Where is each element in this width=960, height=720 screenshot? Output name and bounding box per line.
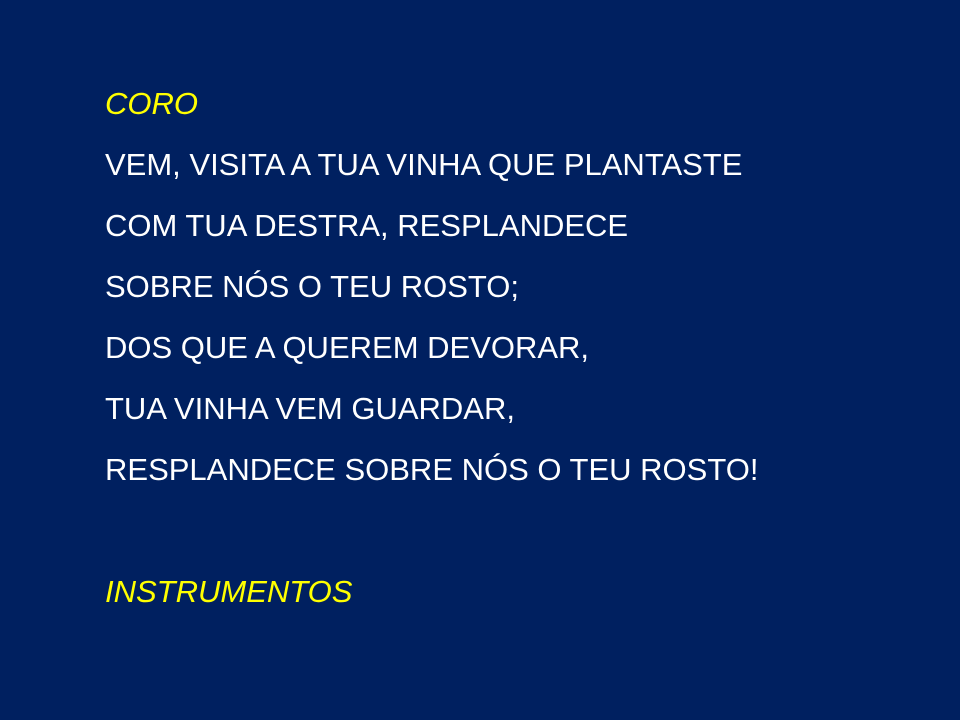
lyric-line-3: SOBRE NÓS O TEU ROSTO; [105, 269, 519, 304]
blank-line [105, 515, 935, 546]
lyric-line-1: VEM, VISITA A TUA VINHA QUE PLANTASTE [105, 147, 743, 182]
lyric-line-5: TUA VINHA VEM GUARDAR, [105, 391, 515, 426]
lyrics-block [105, 88, 935, 637]
instruments-label: INSTRUMENTOS [105, 574, 353, 609]
lyric-line-2: COM TUA DESTRA, RESPLANDECE [105, 208, 629, 243]
lyric-line-4: DOS QUE A QUEREM DEVORAR, [105, 330, 590, 365]
lyric-line-6: RESPLANDECE SOBRE NÓS O TEU ROSTO! [105, 452, 759, 487]
chorus-label: CORO [105, 86, 198, 121]
